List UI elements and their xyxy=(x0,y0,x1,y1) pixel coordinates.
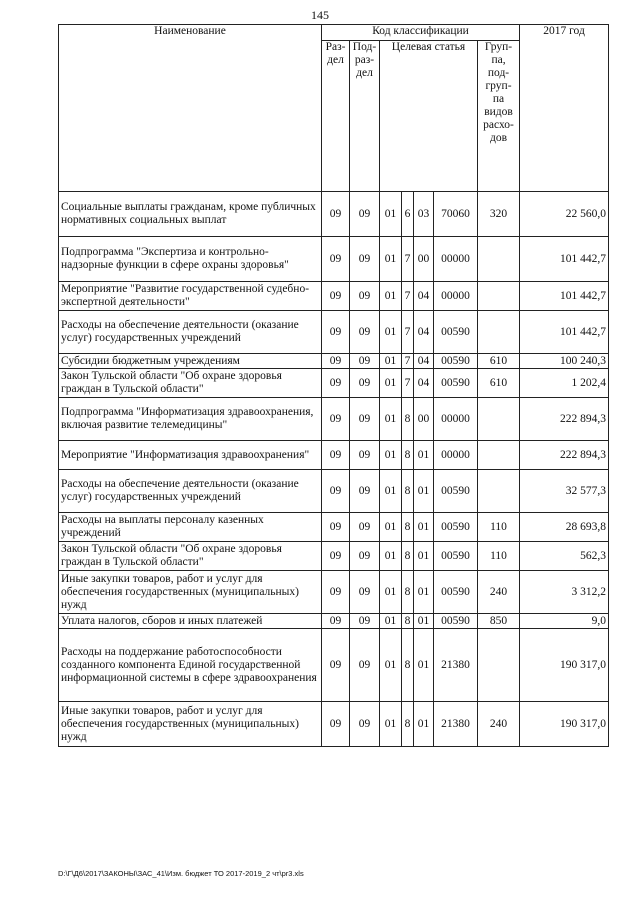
table-body xyxy=(59,192,609,747)
cell-rz: 09 xyxy=(322,441,350,470)
cell-c3: 01 xyxy=(414,470,434,513)
file-path-footer: D:\Г\Д6\2017\ЗАКОНЫ\ЗАС_41\Изм. бюджет ТО 2017-2019_2 чт\pr3.xls xyxy=(58,869,304,878)
cell-c2: 8 xyxy=(402,614,414,629)
table-row xyxy=(59,398,609,441)
table-row xyxy=(59,369,609,398)
cell-name: Расходы на обеспечение деятельности (оказание услуг) государственных учреждений xyxy=(59,311,322,354)
cell-c1: 01 xyxy=(380,354,402,369)
cell-name: Расходы на поддержание работоспособности созданного компонента Единой государственной информационной системы в сфере здравоохранения xyxy=(59,629,322,702)
cell-c4: 70060 xyxy=(434,192,478,237)
cell-c2: 8 xyxy=(402,702,414,747)
cell-c1: 01 xyxy=(380,542,402,571)
cell-c4: 00590 xyxy=(434,470,478,513)
table-row xyxy=(59,702,609,747)
cell-pr: 09 xyxy=(350,311,380,354)
cell-amount: 101 442,7 xyxy=(520,311,609,354)
cell-name: Уплата налогов, сборов и иных платежей xyxy=(59,614,322,629)
cell-vr: 240 xyxy=(478,571,520,614)
cell-rz: 09 xyxy=(322,282,350,311)
cell-name: Субсидии бюджетным учреждениям xyxy=(59,354,322,369)
cell-c1: 01 xyxy=(380,470,402,513)
cell-pr: 09 xyxy=(350,369,380,398)
cell-name: Социальные выплаты гражданам, кроме публичных нормативных социальных выплат xyxy=(59,192,322,237)
cell-amount: 222 894,3 xyxy=(520,398,609,441)
cell-c3: 01 xyxy=(414,441,434,470)
table-row xyxy=(59,192,609,237)
cell-pr: 09 xyxy=(350,542,380,571)
cell-c1: 01 xyxy=(380,629,402,702)
cell-c2: 7 xyxy=(402,282,414,311)
cell-c2: 7 xyxy=(402,369,414,398)
cell-rz: 09 xyxy=(322,237,350,282)
cell-amount: 28 693,8 xyxy=(520,513,609,542)
table-row xyxy=(59,282,609,311)
cell-pr: 09 xyxy=(350,702,380,747)
cell-pr: 09 xyxy=(350,629,380,702)
cell-c3: 04 xyxy=(414,282,434,311)
cell-c1: 01 xyxy=(380,192,402,237)
cell-vr: 110 xyxy=(478,513,520,542)
table-row xyxy=(59,237,609,282)
cell-c1: 01 xyxy=(380,441,402,470)
cell-c2: 7 xyxy=(402,354,414,369)
cell-rz: 09 xyxy=(322,470,350,513)
cell-c4: 00000 xyxy=(434,282,478,311)
cell-c2: 8 xyxy=(402,571,414,614)
cell-c4: 00590 xyxy=(434,614,478,629)
cell-vr xyxy=(478,311,520,354)
cell-c2: 7 xyxy=(402,311,414,354)
cell-pr: 09 xyxy=(350,513,380,542)
cell-c2: 7 xyxy=(402,237,414,282)
cell-amount: 9,0 xyxy=(520,614,609,629)
cell-pr: 09 xyxy=(350,354,380,369)
header-classification: Код классификации xyxy=(322,25,520,41)
cell-pr: 09 xyxy=(350,441,380,470)
cell-pr: 09 xyxy=(350,192,380,237)
cell-c2: 8 xyxy=(402,629,414,702)
cell-vr: 240 xyxy=(478,702,520,747)
cell-vr xyxy=(478,441,520,470)
cell-c3: 01 xyxy=(414,702,434,747)
cell-c1: 01 xyxy=(380,702,402,747)
header-year: 2017 год xyxy=(520,25,609,192)
cell-pr: 09 xyxy=(350,282,380,311)
cell-c4: 00000 xyxy=(434,441,478,470)
budget-table xyxy=(58,24,609,747)
cell-c2: 8 xyxy=(402,513,414,542)
cell-c2: 6 xyxy=(402,192,414,237)
cell-c3: 01 xyxy=(414,614,434,629)
cell-c4: 00000 xyxy=(434,398,478,441)
cell-rz: 09 xyxy=(322,311,350,354)
cell-c4: 00590 xyxy=(434,571,478,614)
cell-amount: 22 560,0 xyxy=(520,192,609,237)
cell-c4: 00590 xyxy=(434,311,478,354)
table-row xyxy=(59,542,609,571)
table-row xyxy=(59,441,609,470)
table-row xyxy=(59,629,609,702)
table-row xyxy=(59,513,609,542)
cell-amount: 190 317,0 xyxy=(520,629,609,702)
cell-name: Закон Тульской области "Об охране здоровья граждан в Тульской области" xyxy=(59,542,322,571)
cell-vr xyxy=(478,398,520,441)
cell-amount: 1 202,4 xyxy=(520,369,609,398)
cell-c1: 01 xyxy=(380,237,402,282)
page-number: 145 xyxy=(311,8,329,22)
cell-rz: 09 xyxy=(322,542,350,571)
cell-c2: 8 xyxy=(402,470,414,513)
cell-c4: 00590 xyxy=(434,513,478,542)
cell-vr xyxy=(478,282,520,311)
cell-c1: 01 xyxy=(380,311,402,354)
cell-c1: 01 xyxy=(380,398,402,441)
cell-vr xyxy=(478,237,520,282)
cell-c3: 01 xyxy=(414,513,434,542)
cell-c1: 01 xyxy=(380,513,402,542)
cell-rz: 09 xyxy=(322,192,350,237)
cell-rz: 09 xyxy=(322,513,350,542)
cell-c3: 04 xyxy=(414,354,434,369)
cell-amount: 222 894,3 xyxy=(520,441,609,470)
cell-c4: 00590 xyxy=(434,354,478,369)
cell-c3: 04 xyxy=(414,311,434,354)
cell-amount: 100 240,3 xyxy=(520,354,609,369)
cell-rz: 09 xyxy=(322,398,350,441)
cell-c3: 04 xyxy=(414,369,434,398)
table-row xyxy=(59,614,609,629)
cell-c3: 01 xyxy=(414,629,434,702)
cell-rz: 09 xyxy=(322,354,350,369)
cell-name: Подпрограмма "Информатизация здравоохранения, включая развитие телемедицины" xyxy=(59,398,322,441)
cell-vr: 320 xyxy=(478,192,520,237)
cell-name: Иные закупки товаров, работ и услуг для обеспечения государственных (муниципальных) нужд xyxy=(59,571,322,614)
header-podrazdel: Под-раз-дел xyxy=(350,41,380,192)
header-group: Груп-па, под-груп-па видов расхо-дов xyxy=(478,41,520,192)
cell-c4: 21380 xyxy=(434,629,478,702)
cell-name: Закон Тульской области "Об охране здоровья граждан в Тульской области" xyxy=(59,369,322,398)
cell-rz: 09 xyxy=(322,571,350,614)
table-row xyxy=(59,571,609,614)
cell-c3: 01 xyxy=(414,542,434,571)
cell-vr xyxy=(478,629,520,702)
cell-vr: 110 xyxy=(478,542,520,571)
cell-name: Расходы на обеспечение деятельности (оказание услуг) государственных учреждений xyxy=(59,470,322,513)
cell-pr: 09 xyxy=(350,470,380,513)
cell-rz: 09 xyxy=(322,702,350,747)
cell-c2: 8 xyxy=(402,441,414,470)
table-row xyxy=(59,354,609,369)
cell-pr: 09 xyxy=(350,237,380,282)
cell-c2: 8 xyxy=(402,542,414,571)
cell-c4: 21380 xyxy=(434,702,478,747)
cell-amount: 101 442,7 xyxy=(520,282,609,311)
cell-name: Мероприятие "Информатизация здравоохранения" xyxy=(59,441,322,470)
cell-pr: 09 xyxy=(350,398,380,441)
cell-vr xyxy=(478,470,520,513)
cell-amount: 190 317,0 xyxy=(520,702,609,747)
cell-name: Подпрограмма "Экспертиза и контрольно-надзорные функции в сфере охраны здоровья" xyxy=(59,237,322,282)
cell-amount: 101 442,7 xyxy=(520,237,609,282)
cell-rz: 09 xyxy=(322,614,350,629)
cell-c3: 03 xyxy=(414,192,434,237)
cell-c3: 00 xyxy=(414,398,434,441)
table-row xyxy=(59,470,609,513)
cell-c3: 01 xyxy=(414,571,434,614)
cell-pr: 09 xyxy=(350,571,380,614)
cell-rz: 09 xyxy=(322,629,350,702)
cell-vr: 850 xyxy=(478,614,520,629)
cell-c4: 00000 xyxy=(434,237,478,282)
table-row xyxy=(59,311,609,354)
cell-amount: 562,3 xyxy=(520,542,609,571)
cell-c4: 00590 xyxy=(434,369,478,398)
cell-vr: 610 xyxy=(478,369,520,398)
cell-amount: 32 577,3 xyxy=(520,470,609,513)
cell-c3: 00 xyxy=(414,237,434,282)
cell-c1: 01 xyxy=(380,282,402,311)
cell-c2: 8 xyxy=(402,398,414,441)
cell-name: Расходы на выплаты персоналу казенных учреждений xyxy=(59,513,322,542)
cell-c1: 01 xyxy=(380,614,402,629)
cell-name: Иные закупки товаров, работ и услуг для обеспечения государственных (муниципальных) нужд xyxy=(59,702,322,747)
cell-rz: 09 xyxy=(322,369,350,398)
header-target: Целевая статья xyxy=(380,41,478,192)
cell-vr: 610 xyxy=(478,354,520,369)
cell-pr: 09 xyxy=(350,614,380,629)
cell-amount: 3 312,2 xyxy=(520,571,609,614)
header-name: Наименование xyxy=(59,25,322,192)
header-razdel: Раз-дел xyxy=(322,41,350,192)
cell-c1: 01 xyxy=(380,571,402,614)
cell-name: Мероприятие "Развитие государственной судебно-экспертной деятельности" xyxy=(59,282,322,311)
cell-c4: 00590 xyxy=(434,542,478,571)
cell-c1: 01 xyxy=(380,369,402,398)
